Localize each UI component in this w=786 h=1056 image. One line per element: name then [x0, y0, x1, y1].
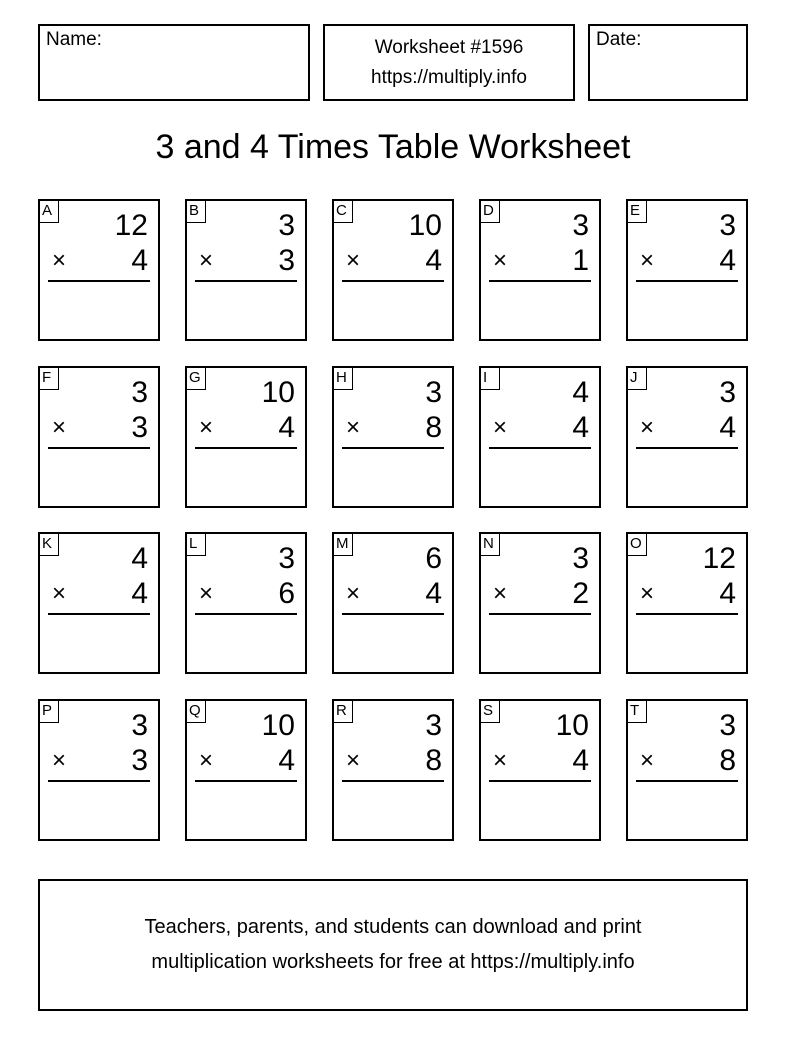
- problem-card[interactable]: [479, 366, 601, 508]
- problem-letter: I: [479, 366, 500, 390]
- problem-card[interactable]: [38, 532, 160, 674]
- problem-top-number: 12: [702, 542, 736, 575]
- problem-card[interactable]: [38, 366, 160, 508]
- problem-letter: J: [626, 366, 647, 390]
- problem-bottom-number: 6: [278, 577, 295, 610]
- problem-card[interactable]: [626, 366, 748, 508]
- problem-top-number: 3: [719, 209, 736, 242]
- times-sign: ×: [346, 247, 361, 274]
- problem-bottom-number: 4: [425, 577, 442, 610]
- problem-top-number: 3: [572, 542, 589, 575]
- date-box[interactable]: [588, 24, 748, 101]
- problem-letter: B: [185, 199, 206, 223]
- problem-bottom-number: 4: [719, 411, 736, 444]
- answer-line: [48, 280, 150, 282]
- problem-bottom-number: 4: [131, 244, 148, 277]
- times-sign: ×: [199, 414, 214, 441]
- problem-top-number: 4: [572, 376, 589, 409]
- answer-line: [195, 613, 297, 615]
- problem-letter: C: [332, 199, 353, 223]
- answer-line: [489, 780, 591, 782]
- problem-bottom-number: 1: [572, 244, 589, 277]
- times-sign: ×: [52, 247, 67, 274]
- footer-line-1: Teachers, parents, and students can download and print: [144, 916, 642, 938]
- answer-line: [48, 447, 150, 449]
- answer-line: [342, 613, 444, 615]
- problem-letter: H: [332, 366, 353, 390]
- answer-line: [636, 280, 738, 282]
- date-label: Date:: [596, 29, 642, 50]
- answer-line: [636, 613, 738, 615]
- worksheet-info-box: [323, 24, 575, 101]
- problem-top-number: 3: [719, 376, 736, 409]
- problem-top-number: 6: [425, 542, 442, 575]
- problem-card[interactable]: [38, 699, 160, 841]
- problem-top-number: 10: [408, 209, 442, 242]
- times-sign: ×: [640, 747, 655, 774]
- answer-line: [342, 780, 444, 782]
- problem-top-number: 10: [555, 709, 589, 742]
- answer-line: [636, 780, 738, 782]
- times-sign: ×: [640, 580, 655, 607]
- times-sign: ×: [199, 747, 214, 774]
- times-sign: ×: [493, 247, 508, 274]
- problem-card[interactable]: [332, 699, 454, 841]
- footer-box: [38, 879, 748, 1011]
- problem-bottom-number: 8: [425, 744, 442, 777]
- problem-letter: G: [185, 366, 206, 390]
- problem-top-number: 12: [114, 209, 148, 242]
- problem-card[interactable]: [332, 366, 454, 508]
- problem-bottom-number: 4: [719, 577, 736, 610]
- problem-card[interactable]: [185, 532, 307, 674]
- problem-bottom-number: 4: [131, 577, 148, 610]
- problem-card[interactable]: [332, 199, 454, 341]
- answer-line: [489, 613, 591, 615]
- answer-line: [489, 447, 591, 449]
- times-sign: ×: [52, 580, 67, 607]
- problem-bottom-number: 4: [572, 411, 589, 444]
- problem-letter: R: [332, 699, 353, 723]
- problem-top-number: 3: [131, 376, 148, 409]
- answer-line: [48, 613, 150, 615]
- name-box[interactable]: [38, 24, 310, 101]
- problem-letter: A: [38, 199, 59, 223]
- problem-bottom-number: 4: [572, 744, 589, 777]
- times-sign: ×: [52, 747, 67, 774]
- problem-card[interactable]: [185, 366, 307, 508]
- page-title: 3 and 4 Times Table Worksheet: [155, 128, 631, 166]
- problem-bottom-number: 3: [131, 744, 148, 777]
- problem-top-number: 3: [425, 709, 442, 742]
- answer-line: [489, 280, 591, 282]
- times-sign: ×: [640, 247, 655, 274]
- answer-line: [342, 280, 444, 282]
- answer-line: [195, 447, 297, 449]
- times-sign: ×: [346, 580, 361, 607]
- problem-letter: P: [38, 699, 59, 723]
- times-sign: ×: [199, 580, 214, 607]
- problem-card[interactable]: [626, 199, 748, 341]
- problem-card[interactable]: [626, 699, 748, 841]
- problem-top-number: 3: [278, 209, 295, 242]
- problem-card[interactable]: [479, 699, 601, 841]
- times-sign: ×: [199, 247, 214, 274]
- answer-line: [636, 447, 738, 449]
- problem-letter: N: [479, 532, 500, 556]
- problem-card[interactable]: [479, 532, 601, 674]
- problem-card[interactable]: [185, 199, 307, 341]
- worksheet-number: Worksheet #1596: [374, 37, 524, 58]
- problem-top-number: 3: [572, 209, 589, 242]
- times-sign: ×: [493, 747, 508, 774]
- times-sign: ×: [346, 747, 361, 774]
- answer-line: [342, 447, 444, 449]
- worksheet-url: https://multiply.info: [371, 67, 527, 88]
- problem-top-number: 3: [719, 709, 736, 742]
- problem-top-number: 3: [131, 709, 148, 742]
- problem-bottom-number: 4: [278, 411, 295, 444]
- answer-line: [195, 280, 297, 282]
- problem-letter: F: [38, 366, 59, 390]
- problem-top-number: 10: [261, 709, 295, 742]
- problem-top-number: 3: [425, 376, 442, 409]
- problem-bottom-number: 8: [719, 744, 736, 777]
- times-sign: ×: [52, 414, 67, 441]
- times-sign: ×: [493, 580, 508, 607]
- problem-bottom-number: 4: [278, 744, 295, 777]
- problem-card[interactable]: [38, 199, 160, 341]
- problem-letter: S: [479, 699, 500, 723]
- problem-letter: T: [626, 699, 647, 723]
- problem-card[interactable]: [185, 699, 307, 841]
- problem-letter: E: [626, 199, 647, 223]
- problem-bottom-number: 3: [131, 411, 148, 444]
- times-sign: ×: [346, 414, 361, 441]
- problem-bottom-number: 4: [719, 244, 736, 277]
- problem-top-number: 10: [261, 376, 295, 409]
- problem-letter: K: [38, 532, 59, 556]
- problem-bottom-number: 3: [278, 244, 295, 277]
- problem-card[interactable]: [626, 532, 748, 674]
- times-sign: ×: [640, 414, 655, 441]
- problem-top-number: 3: [278, 542, 295, 575]
- problem-card[interactable]: [479, 199, 601, 341]
- times-sign: ×: [493, 414, 508, 441]
- problem-top-number: 4: [131, 542, 148, 575]
- problem-bottom-number: 4: [425, 244, 442, 277]
- problem-letter: O: [626, 532, 647, 556]
- problem-letter: Q: [185, 699, 206, 723]
- problem-bottom-number: 2: [572, 577, 589, 610]
- answer-line: [48, 780, 150, 782]
- problem-letter: M: [332, 532, 353, 556]
- problem-letter: D: [479, 199, 500, 223]
- problem-letter: L: [185, 532, 206, 556]
- problem-card[interactable]: [332, 532, 454, 674]
- name-label: Name:: [46, 29, 102, 50]
- answer-line: [195, 780, 297, 782]
- footer-line-2: multiplication worksheets for free at https://multiply.info: [151, 951, 635, 973]
- problem-bottom-number: 8: [425, 411, 442, 444]
